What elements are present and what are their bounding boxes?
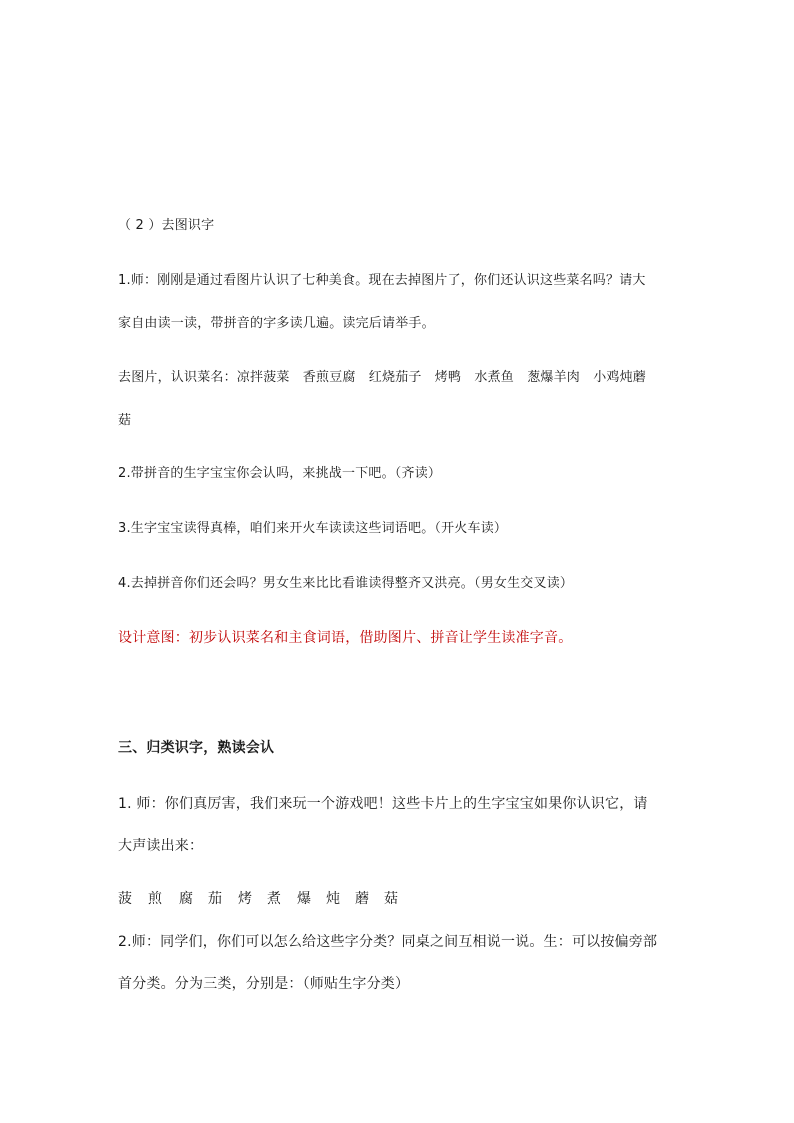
section-heading-classify: 三、归类识字，熟读会认 [118, 740, 275, 756]
character-card: 炖 [326, 891, 340, 907]
paragraph-1-line-1: 1.师：刚刚是通过看图片认识了七种美食。现在去掉图片了，你们还认识这些菜名吗？请大 [118, 273, 646, 288]
character-card: 蘑 [355, 891, 369, 907]
character-card: 茄 [208, 891, 222, 907]
character-card: 烤 [238, 891, 252, 907]
character-card: 煎 [148, 891, 162, 907]
dish-names-line-2: 菇 [118, 413, 132, 428]
subheading-remove-pictures: （ 2 ）去图识字 [118, 218, 215, 233]
paragraph-step-4: 4.去掉拼音你们还会吗？男女生来比比看谁读得整齐又洪亮。（男女生交叉读） [118, 576, 574, 591]
character-card: 爆 [297, 891, 311, 907]
paragraph-1-line-2: 家自由读一读，带拼音的字多读几遍。读完后请举手。 [118, 316, 435, 331]
character-card: 菠 [118, 891, 132, 907]
character-card: 腐 [179, 891, 193, 907]
character-card: 煮 [267, 891, 281, 907]
dish-names-line-1: 去图片，认识菜名：凉拌菠菜 香煎豆腐 红烧茄子 烤鸭 水煮鱼 葱爆羊肉 小鸡炖蘑 [118, 370, 647, 385]
section3-paragraph-2-line-1: 2.师：同学们，你们可以怎么给这些字分类？同桌之间互相说一说。生：可以按偏旁部 [118, 934, 658, 950]
paragraph-step-2: 2.带拼音的生字宝宝你会认吗，来挑战一下吧。（齐读） [118, 466, 442, 481]
paragraph-step-3: 3.生字宝宝读得真棒，咱们来开火车读读这些词语吧。（开火车读） [118, 521, 508, 536]
section3-paragraph-1-line-2: 大声读出来： [118, 838, 204, 854]
character-card: 菇 [384, 891, 398, 907]
design-intent-note: 设计意图：初步认识菜名和主食词语，借助图片、拼音让学生读准字音。 [118, 630, 573, 646]
section3-paragraph-2-line-2: 首分类。分为三类，分别是：（师贴生字分类） [118, 976, 410, 992]
section3-paragraph-1-line-1: 1. 师：你们真厉害，我们来玩一个游戏吧！这些卡片上的生字宝宝如果你认识它，请 [118, 796, 648, 812]
